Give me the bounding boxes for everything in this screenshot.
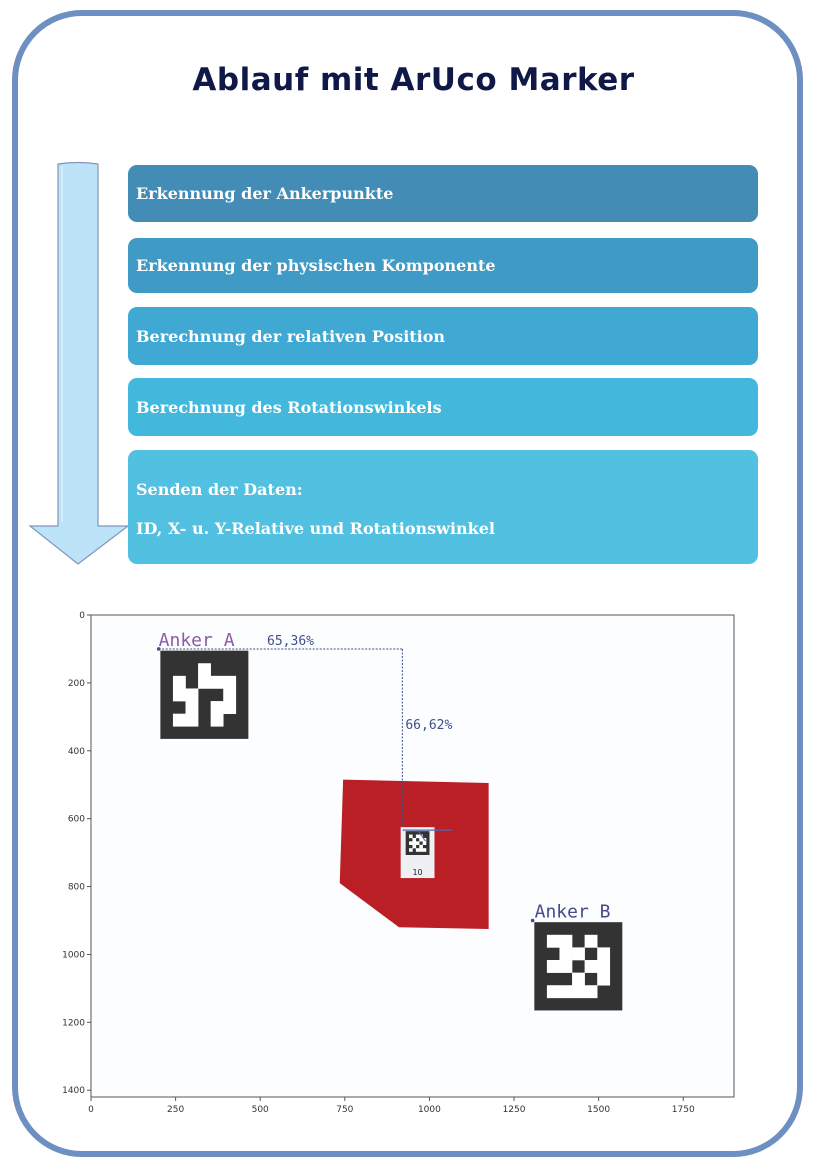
aruco-cell	[198, 663, 211, 676]
aruco-cell	[559, 960, 572, 973]
aruco-cell	[186, 688, 199, 701]
flow-arrow-icon	[28, 160, 132, 566]
aruco-cell	[559, 935, 572, 948]
step-rotation-angle	[128, 378, 758, 436]
aruco-cell	[547, 960, 560, 973]
step-label: Erkennung der physischen Komponente	[136, 256, 496, 275]
component-marker-id: 10	[412, 868, 423, 878]
aruco-cell	[409, 835, 413, 839]
x-tick-label: 0	[88, 1105, 94, 1115]
aruco-cell	[211, 676, 224, 689]
aruco-cell	[409, 841, 413, 845]
aruco-cell	[211, 701, 224, 714]
aruco-cell	[419, 838, 423, 842]
step-label: Berechnung des Rotationswinkels	[136, 397, 442, 417]
aruco-cell	[559, 947, 572, 960]
aruco-cell	[223, 676, 236, 689]
x-tick-label: 250	[167, 1105, 185, 1115]
aruco-cell	[585, 960, 598, 973]
aruco-cell	[223, 701, 236, 714]
step-sublabel: ID, X- u. Y-Relative und Rotationswinkel	[136, 519, 496, 538]
aruco-cell	[547, 935, 560, 948]
aruco-cell	[419, 848, 423, 852]
aruco-cell	[419, 845, 423, 849]
aruco-cell	[416, 848, 420, 852]
x-tick-label: 1000	[417, 1105, 441, 1115]
x-tick-label: 750	[336, 1105, 354, 1115]
step-relative-position	[128, 307, 758, 365]
anchor-b-label: Anker B	[534, 901, 611, 923]
y-tick-label: 800	[67, 882, 85, 893]
aruco-cell	[409, 848, 413, 852]
y-tick-label: 400	[67, 746, 85, 757]
aruco-cell	[572, 947, 585, 960]
step-send-data	[128, 450, 758, 564]
x-tick-label: 1250	[502, 1105, 526, 1115]
step-label: Berechnung der relativen Position	[136, 326, 446, 346]
anchor-b-marker	[534, 922, 622, 1010]
aruco-cell	[597, 960, 610, 973]
y-tick-label: 1400	[62, 1086, 85, 1097]
aruco-cell	[173, 688, 186, 701]
aruco-cell	[198, 676, 211, 689]
aruco-cell	[211, 714, 224, 727]
aruco-cell	[585, 985, 598, 998]
x-relative-label: 65,36%	[267, 633, 315, 649]
x-tick-label: 1500	[587, 1105, 611, 1115]
y-relative-label: 66,62%	[405, 718, 453, 734]
y-tick-label: 600	[67, 814, 85, 825]
aruco-cell	[597, 973, 610, 986]
step-label: Erkennung der Ankerpunkte	[136, 184, 394, 203]
aruco-cell	[559, 985, 572, 998]
aruco-cell	[412, 845, 416, 849]
y-tick-label: 1200	[62, 1018, 85, 1029]
anchor-a-marker	[160, 651, 248, 739]
aruco-cell	[423, 841, 427, 845]
x-tick-label: 1750	[671, 1105, 695, 1115]
x-tick-label: 500	[251, 1105, 269, 1115]
aruco-cell	[223, 688, 236, 701]
aruco-cell	[416, 841, 420, 845]
aruco-cell	[173, 714, 186, 727]
step-label: Senden der Daten:	[136, 480, 303, 499]
anchor-a-label: Anker A	[158, 629, 235, 651]
aruco-cell	[585, 935, 598, 948]
y-tick-label: 200	[67, 678, 85, 689]
aruco-cell	[572, 973, 585, 986]
y-tick-label: 1000	[62, 950, 85, 961]
aruco-cell	[572, 985, 585, 998]
y-tick-label: 0	[79, 611, 85, 621]
aruco-cell	[412, 838, 416, 842]
aruco-cell	[423, 848, 427, 852]
aruco-cell	[597, 947, 610, 960]
aruco-cell	[547, 985, 560, 998]
marker-detection-plot	[60, 606, 750, 1116]
step-detect-component	[128, 238, 758, 293]
aruco-cell	[186, 714, 199, 727]
aruco-cell	[173, 676, 186, 689]
step-detect-anchors	[128, 165, 758, 222]
page-title: Ablauf mit ArUco Marker	[192, 62, 635, 98]
aruco-cell	[412, 841, 416, 845]
aruco-cell	[186, 701, 199, 714]
aruco-cell	[416, 835, 420, 839]
